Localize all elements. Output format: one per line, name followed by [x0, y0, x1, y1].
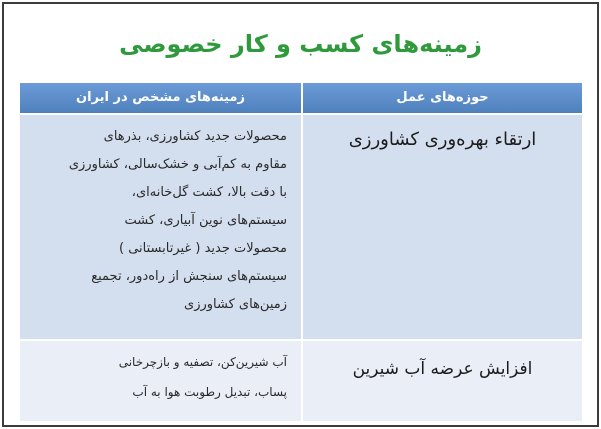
action-area-cell: افزایش عرضه آب شیرین	[303, 341, 582, 421]
page-title: زمینه‌های کسب و کار خصوصی	[119, 30, 482, 58]
detail-line: مقاوم به کم‌آبی و خشک‌سالی، کشاورزی	[68, 157, 287, 172]
detail-line: پساب، تبدیل رطوبت هوا به آب	[132, 385, 287, 399]
business-fields-table	[20, 83, 582, 421]
detail-line: سیستم‌های سنجش از راه‌دور، تجمیع	[91, 269, 287, 284]
action-area-cell: ارتقاء بهره‌وری کشاورزی	[303, 115, 582, 339]
details-cell	[20, 341, 301, 421]
detail-line: محصولات جدید ( غیرتابستانی )	[119, 241, 287, 256]
detail-line: محصولات جدید کشاورزی، بذرهای	[103, 129, 287, 144]
detail-line: با دقت بالا، کشت گل‌خانه‌ای،	[131, 185, 287, 200]
detail-line: سیستم‌های نوین آبیاری، کشت	[124, 213, 287, 228]
details-cell	[20, 115, 301, 339]
detail-line: زمین‌های کشاورزی	[184, 297, 287, 312]
detail-line: آب شیرین‌کن، تصفیه و بازچرخانی	[118, 355, 287, 369]
header-cell-action-areas: حوزه‌های عمل	[303, 83, 582, 113]
header-cell-specific-fields: زمینه‌های مشخص در ایران	[20, 83, 301, 113]
